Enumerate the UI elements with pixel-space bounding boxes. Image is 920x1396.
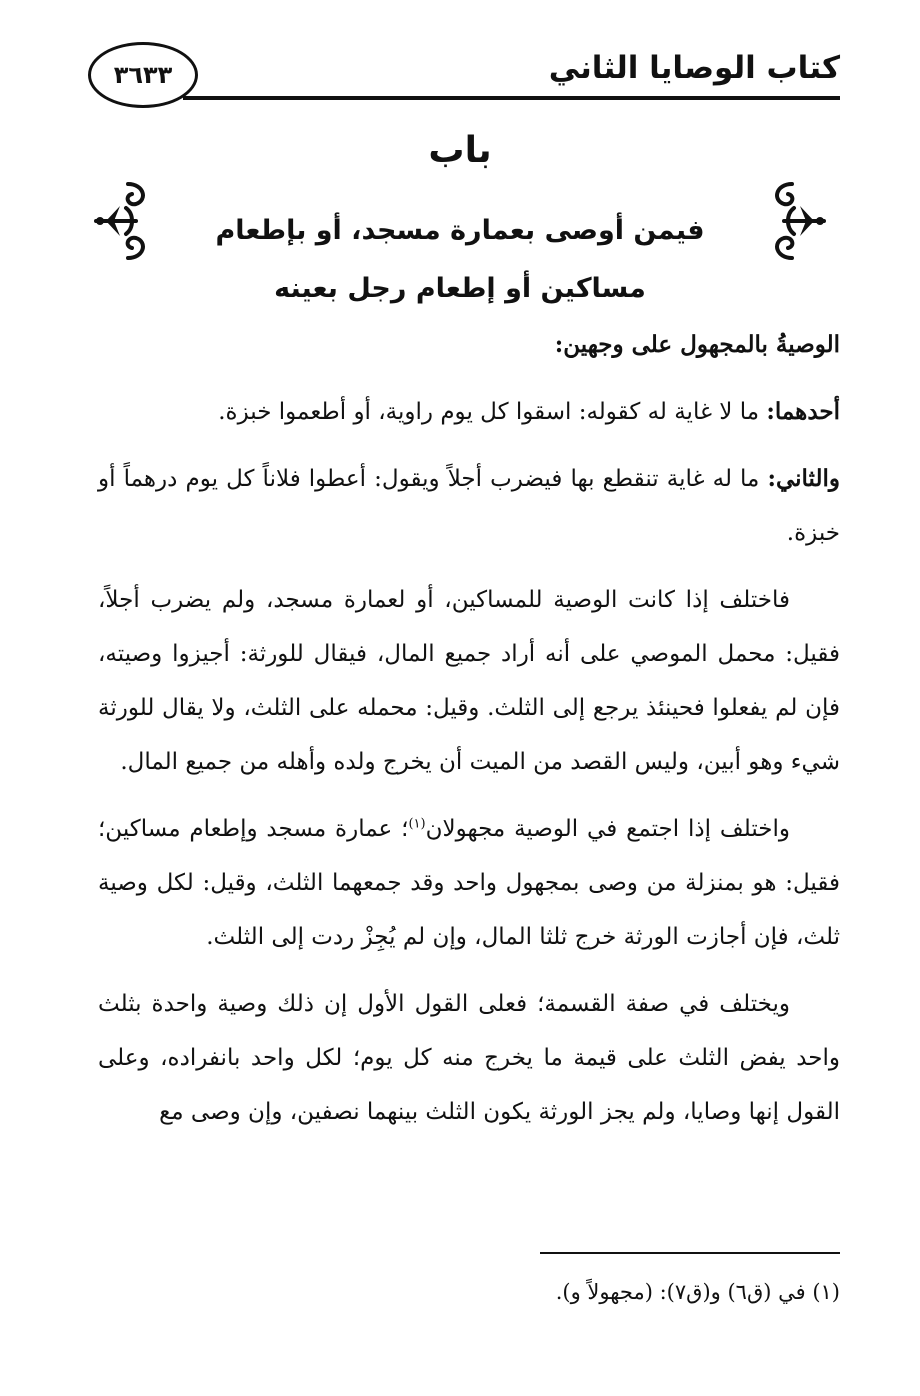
paragraph-first [98,385,840,439]
paragraph-intro [98,318,840,372]
footnote-ref[interactable]: (١) [408,816,426,832]
intro-heading: الوصيةُ بالمجهول على وجهين: [554,331,840,358]
header-rule [183,96,840,100]
paragraph-two-unknowns [98,802,840,964]
page-number: ٣٦٣٣ [88,42,198,108]
chapter-title-line2: مساكين أو إطعام رجل بعينه [274,273,646,304]
chapter-title [180,202,740,318]
p5-part-b: ؛ عمارة مسجد وإطعام مساكين؛ فقيل: هو بمنزلة من وصى بمجهول واحد وقد جمعهما الثلث، وقيل: لكل وصية ثلث، فإن أجازت الورثة خرج ثلثا المال، وإن لم يُجِزْ ردت إلى الثلث. [98,816,840,950]
ornament-right-icon [754,178,830,264]
first-lead: أحدهما: [766,398,840,425]
chapter-title-line1: فيمن أوصى بعمارة مسجد، أو بإطعام [215,215,705,246]
paragraph-disagreement: فاختلف إذا كانت الوصية للمساكين، أو لعمارة مسجد، ولم يضرب أجلاً، فقيل: محمل الموصي على أنه أراد جميع المال، فيقال للورثة: أجيزوا وصيته، فإن لم يفعلوا فحينئذ يرجع إلى الثلث. وقيل: محمله على الثلث، ولا يقال للورثة شيء وهو أبين، وليس القصد من الميت أن يخرج ولده وأهله من جميع المال. [98,587,840,775]
footnote-divider [540,1252,840,1254]
ornament-left-icon [90,178,166,264]
page-header [88,38,840,108]
main-text [98,318,840,1152]
paragraph-second [98,452,840,560]
paragraph-division: ويختلف في صفة القسمة؛ فعلى القول الأول إن ذلك وصية واحدة بثلث واحد يفض الثلث على قيمة ما يخرج منه كل يوم؛ لكل واحد بانفراده، وعلى القول إنها وصايا، ولم يجز الورثة يكون الثلث بينهما نصفين، وإن وصى مع [98,991,840,1125]
second-lead: والثاني: [767,465,840,492]
footnote: (١) في (ق٦) و(ق٧): (مجهولاً و). [555,1280,840,1304]
chapter-label: باب [428,130,492,171]
book-title: كتاب الوصايا الثاني [548,50,840,86]
p5-part-a: واختلف إذا اجتمع في الوصية مجهولان [425,816,791,842]
first-text: ما لا غاية له كقوله: اسقوا كل يوم راوية، أو أطعموا خبزة. [218,399,767,425]
second-text: ما له غاية تنقطع بها فيضرب أجلاً ويقول: أعطوا فلاناً كل يوم درهماً أو خبزة. [98,466,840,546]
